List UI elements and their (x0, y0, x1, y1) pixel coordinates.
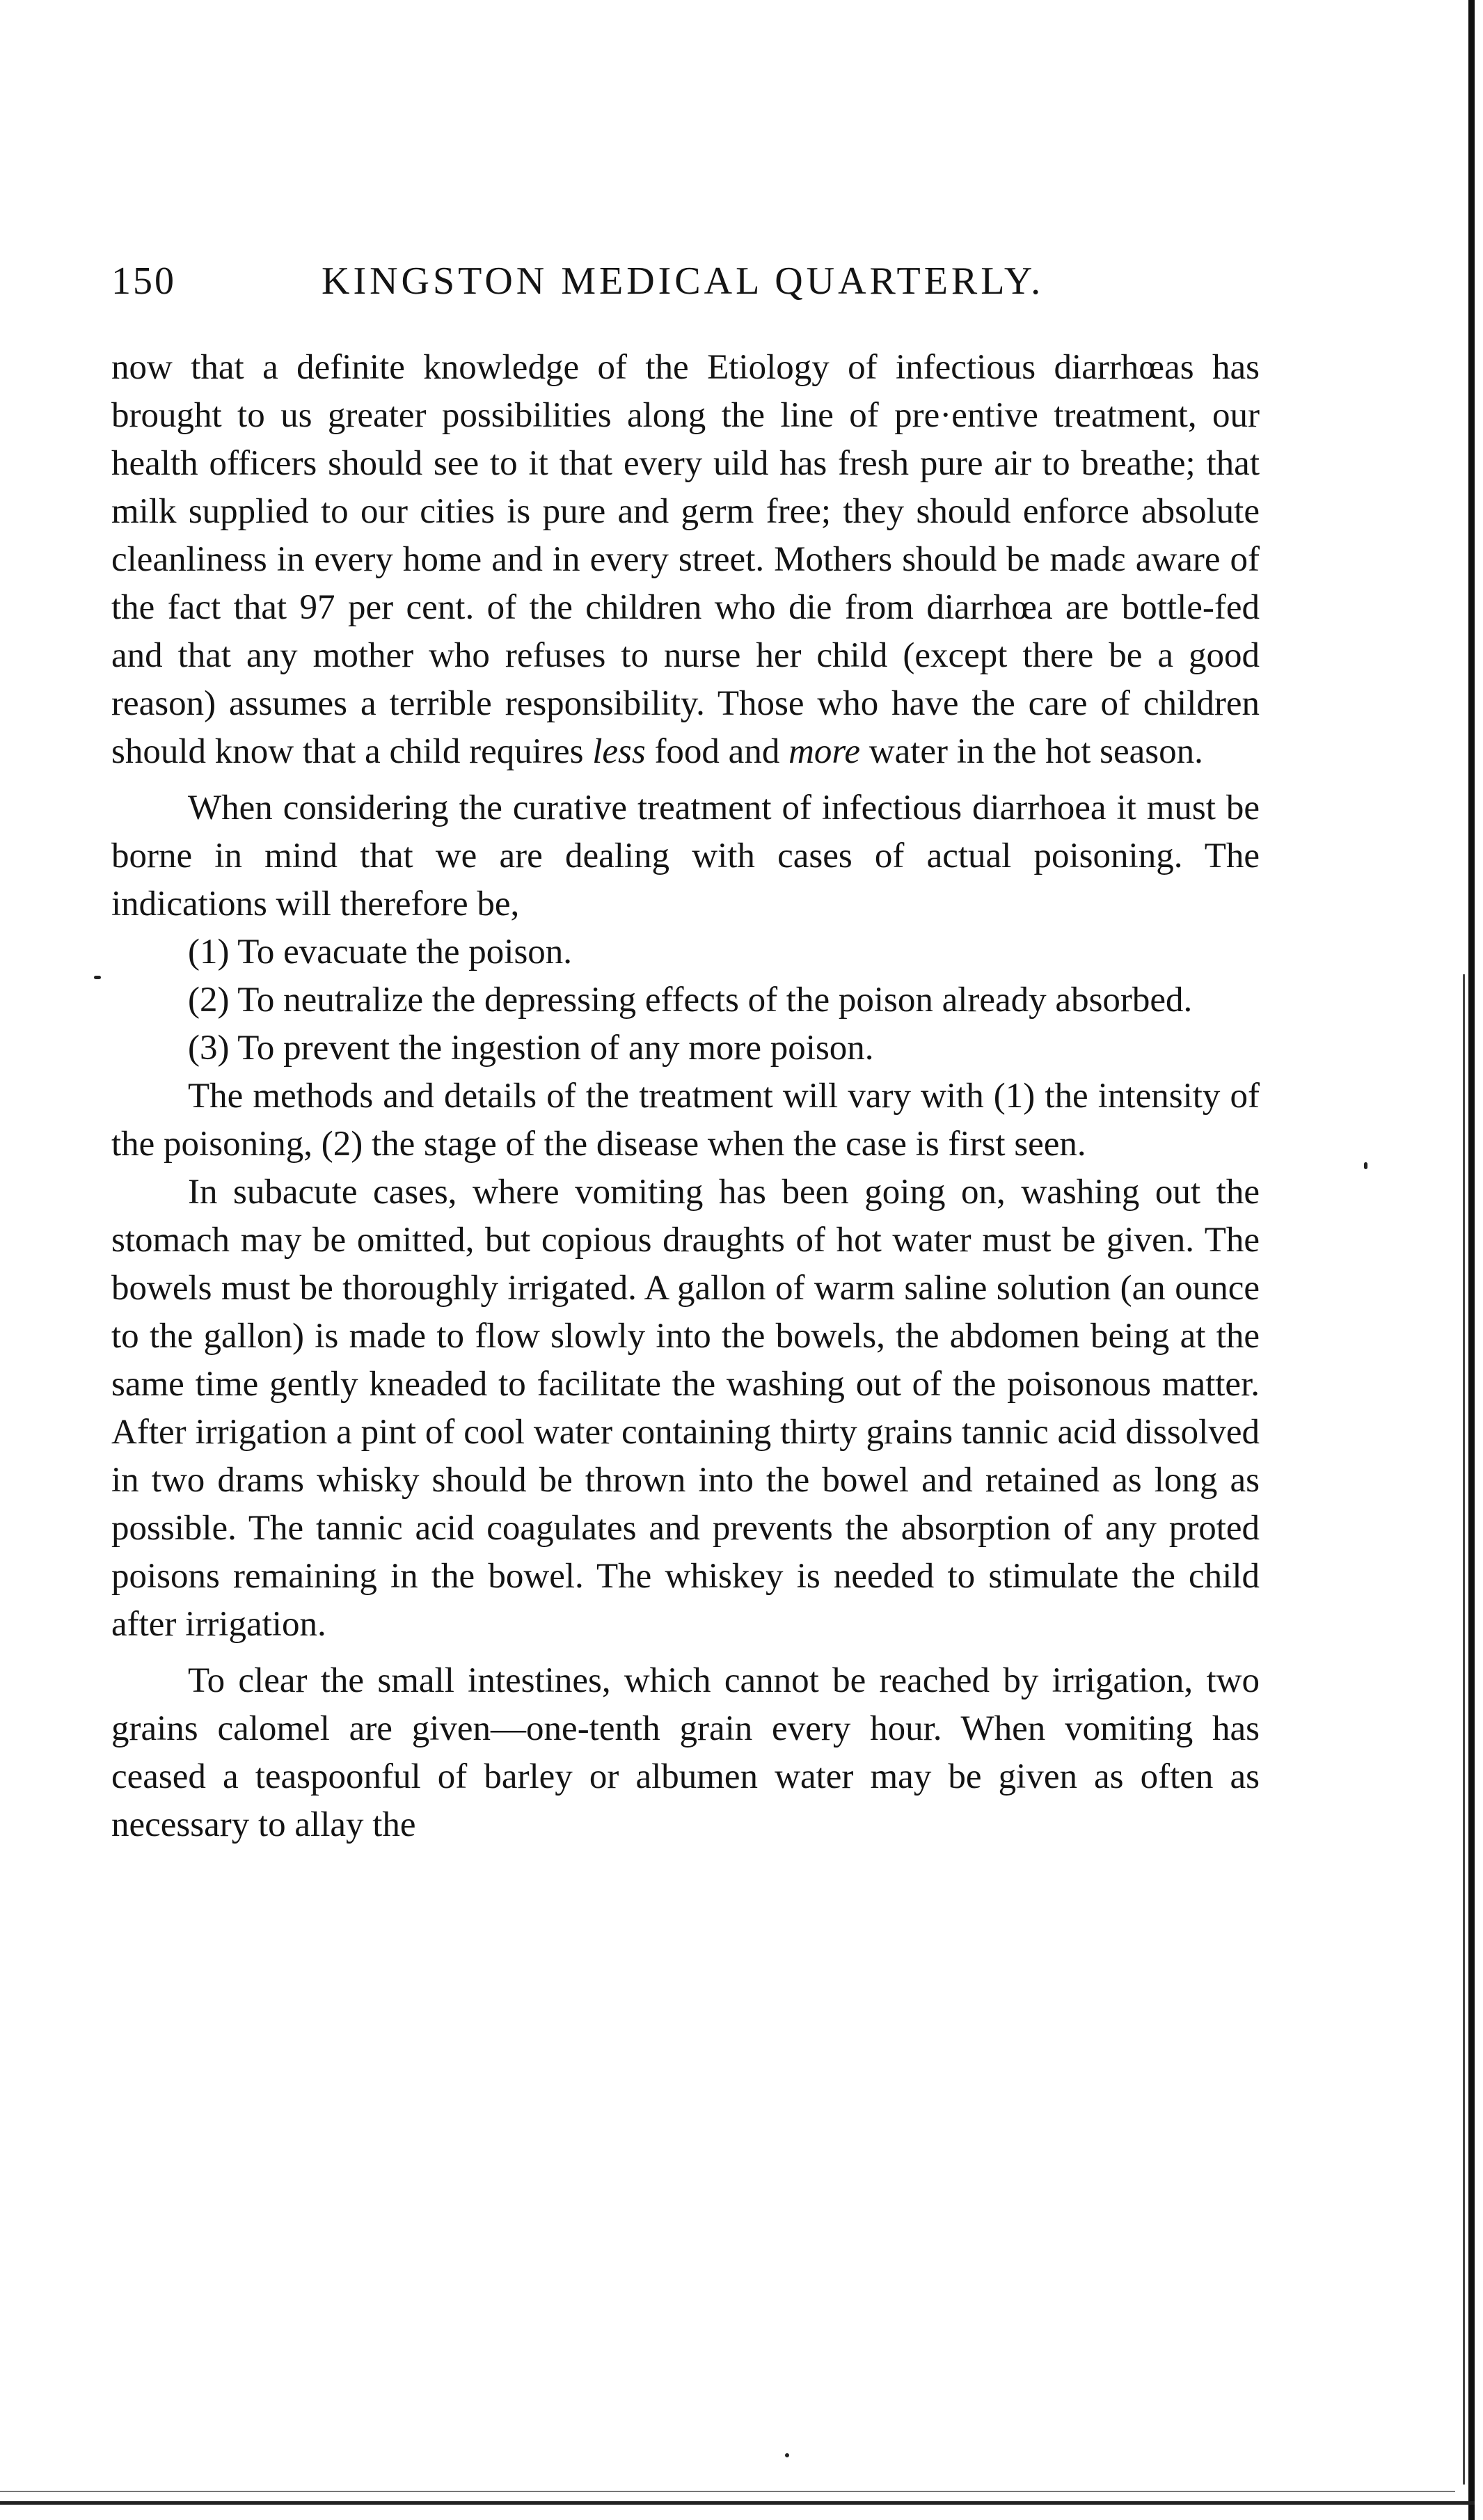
paragraph-prevention (111, 344, 1260, 776)
running-head (111, 259, 1280, 315)
emphasis-more: more (788, 732, 860, 771)
paragraph-prevention-mid: food and (645, 732, 789, 771)
stray-ink-mark (1364, 1162, 1367, 1169)
body-text (111, 344, 1260, 1849)
indication-item-3: (3) To prevent the ingestion of any more poison. (188, 1029, 874, 1068)
journal-title: KINGSTON MEDICAL QUARTERLY. (322, 260, 1045, 303)
paragraph-methods: The methods and details of the treatment will vary with (1) the intensity of the poisoning, (2) the stage of the disease when the case is first seen. (111, 1077, 1260, 1164)
scan-bottom-edge (0, 2501, 1475, 2505)
paragraph-curative-treatment: When considering the curative treatment of infectious diarrhoea it must be borne in mind that we are dealing with cases of actual poisoning. The indications will therefore be, (111, 789, 1260, 924)
stray-ink-mark (94, 976, 101, 979)
paragraph-prevention-end: water in the hot season. (860, 732, 1203, 771)
page-number: 150 (111, 260, 176, 303)
stray-ink-mark (785, 2453, 789, 2457)
paragraph-small-intestines: To clear the small intestines, which cannot be reached by irrigation, two grains calomel are given—one-tenth grain every hour. When vomiting has ceased a teaspoonful of barley or albumen water may be given as often as necessary to allay the (111, 1661, 1260, 1844)
scan-right-edge-inner (1463, 974, 1465, 2485)
paragraph-subacute-cases: In subacute cases, where vomiting has been going on, washing out the stomach may be omitted, but copious draughts of hot water must be given. The bowels must be thoroughly irrigated. A gallon of warm saline solution (an ounce to the gallon) is made to flow slowly into the bowels, the abdomen being at the same time gently kneaded to facilitate the washing out of the poisonous matter. After irrigation a pint of cool water containing thirty grains tannic acid dissolved in two drams whisky should be thrown into the bowel and retained as long as possible. The tannic acid coagulates and prevents the absorption of any proted poisons remaining in the bowel. The whiskey is needed to stimulate the child after irrigation. (111, 1173, 1260, 1644)
indication-item-1: (1) To evacuate the poison. (188, 933, 573, 972)
scan-bottom-edge-faint (0, 2491, 1455, 2492)
indication-item-2: (2) To neutralize the depressing effects of the poison already absorbed. (188, 981, 1193, 1020)
paragraph-prevention-text: now that a definite knowledge of the Etiology of infectious diarrhœas has brought to us greater possibilities along the line of pre·entive treatment, our health officers should see to it that every uild has fresh pure air to breathe; that milk supplied to our cities is pure and germ free; they should enforce absolute cleanliness in every home and in every street. Mothers should be madε aware of the fact that 97 per cent. of the children who die from diarrhœa are bottle-fed and that any mother who refuses to nurse her child (except there be a good reason) assumes a terrible responsibility. Those who have the care of children should know that a child requires (111, 348, 1260, 771)
scan-right-edge (1468, 0, 1475, 2520)
emphasis-less: less (592, 732, 646, 771)
